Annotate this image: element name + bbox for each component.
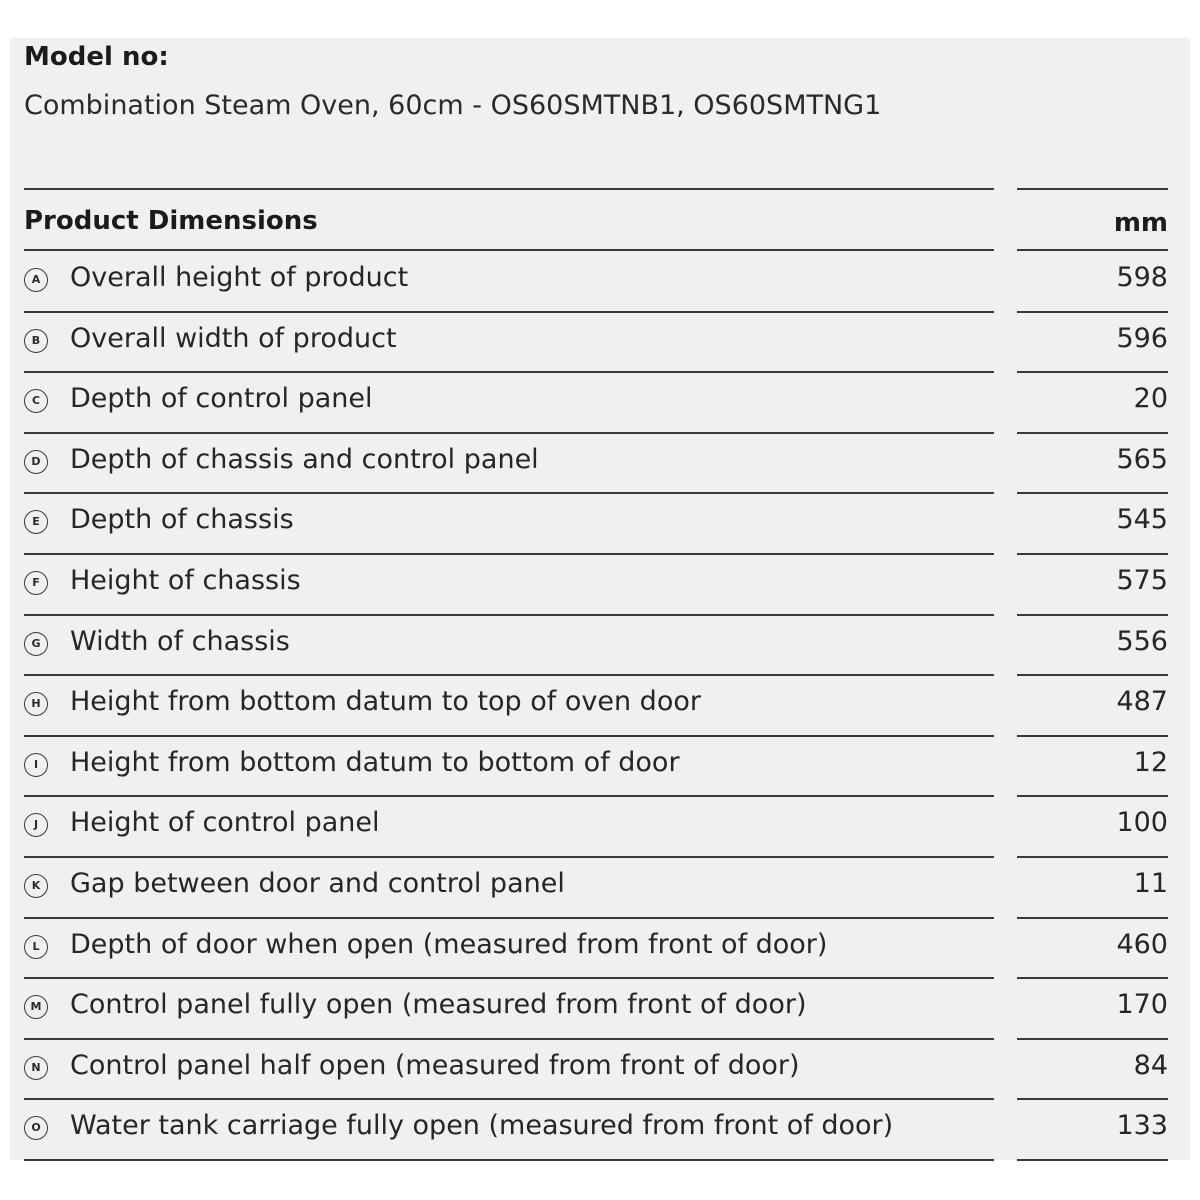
row-label: Height of chassis (70, 565, 301, 596)
model-value: Combination Steam Oven, 60cm - OS60SMTNB1, OS60SMTNG1 (24, 90, 882, 121)
table-row (24, 1099, 1168, 1159)
table-row (24, 736, 1168, 796)
row-value: 487 (1116, 686, 1168, 717)
table-row (24, 433, 1168, 493)
row-letter-badge: J (24, 813, 48, 837)
row-label: Control panel fully open (measured from front of door) (70, 989, 807, 1020)
row-value: 12 (1133, 747, 1168, 778)
table-row (24, 857, 1168, 917)
row-letter-badge: F (24, 571, 48, 595)
row-value: 84 (1133, 1050, 1168, 1081)
row-value: 545 (1116, 504, 1168, 535)
row-label: Control panel half open (measured from front of door) (70, 1050, 800, 1081)
table-header (24, 190, 1168, 250)
table-row (24, 1039, 1168, 1099)
row-letter-badge: K (24, 874, 48, 898)
row-value: 20 (1133, 383, 1168, 414)
row-label: Width of chassis (70, 626, 290, 657)
row-letter-badge: E (24, 510, 48, 534)
table-row (24, 796, 1168, 856)
table-row (24, 554, 1168, 614)
row-letter-badge: N (24, 1056, 48, 1080)
row-value: 11 (1133, 868, 1168, 899)
row-letter-badge: H (24, 692, 48, 716)
table-row (24, 918, 1168, 978)
row-label: Depth of chassis (70, 504, 294, 535)
table-row (24, 372, 1168, 432)
row-letter-badge: G (24, 632, 48, 656)
row-rule-left (24, 1159, 994, 1161)
unit-header: mm (1113, 208, 1168, 238)
row-label: Overall height of product (70, 262, 409, 293)
row-value: 100 (1116, 807, 1168, 838)
row-label: Depth of chassis and control panel (70, 444, 539, 475)
row-letter-badge: B (24, 329, 48, 353)
row-label: Height from bottom datum to bottom of door (70, 747, 680, 778)
row-letter-badge: C (24, 389, 48, 413)
row-value: 575 (1116, 565, 1168, 596)
table-row (24, 978, 1168, 1038)
row-letter-badge: L (24, 935, 48, 959)
row-value: 556 (1116, 626, 1168, 657)
row-value: 598 (1116, 262, 1168, 293)
row-value: 460 (1116, 929, 1168, 960)
row-letter-badge: I (24, 753, 48, 777)
table-row (24, 615, 1168, 675)
row-value: 596 (1116, 323, 1168, 354)
row-letter-badge: M (24, 995, 48, 1019)
row-label: Gap between door and control panel (70, 868, 565, 899)
table-row (24, 251, 1168, 311)
row-value: 133 (1116, 1110, 1168, 1141)
row-label: Depth of control panel (70, 383, 373, 414)
row-value: 565 (1116, 444, 1168, 475)
row-letter-badge: A (24, 268, 48, 292)
row-label: Depth of door when open (measured from front of door) (70, 929, 828, 960)
row-value: 170 (1116, 989, 1168, 1020)
row-label: Overall width of product (70, 323, 397, 354)
table-title: Product Dimensions (24, 206, 318, 236)
row-label: Height from bottom datum to top of oven door (70, 686, 701, 717)
table-row (24, 312, 1168, 372)
row-rule-right (1017, 1159, 1168, 1161)
model-label: Model no: (24, 42, 169, 72)
row-letter-badge: O (24, 1116, 48, 1140)
table-row (24, 493, 1168, 553)
row-label: Water tank carriage fully open (measured from front of door) (70, 1110, 894, 1141)
row-letter-badge: D (24, 450, 48, 474)
table-row (24, 675, 1168, 735)
row-label: Height of control panel (70, 807, 380, 838)
